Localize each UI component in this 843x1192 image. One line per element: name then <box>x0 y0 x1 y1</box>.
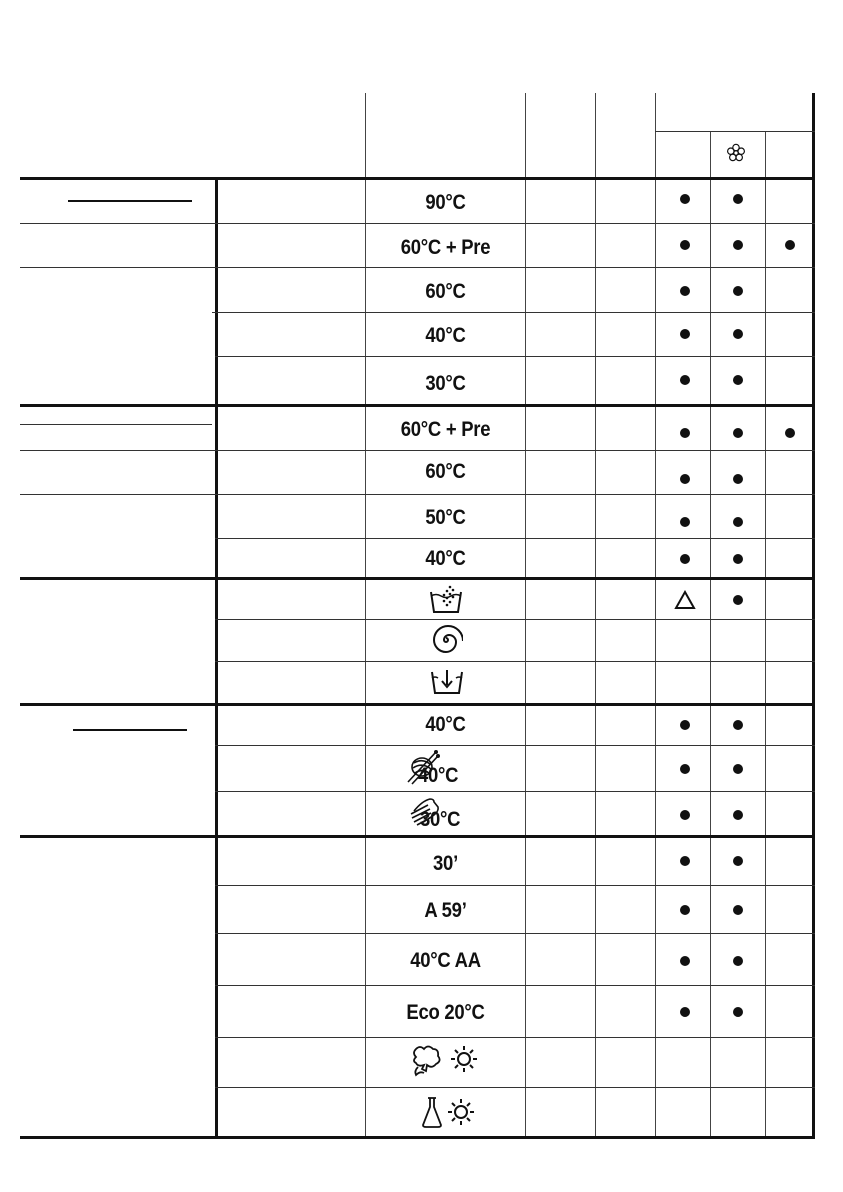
program-label: 90°C <box>425 191 466 214</box>
row-line <box>215 1087 815 1088</box>
dosage-dot <box>785 428 795 438</box>
row-line <box>215 1037 815 1038</box>
dosage-dot <box>733 956 743 966</box>
right-border <box>812 93 815 1138</box>
col-line-temp <box>365 93 366 1138</box>
group-sep-4 <box>20 835 815 838</box>
group-sep-1 <box>20 404 815 407</box>
dosage-dot <box>733 428 743 438</box>
dosage-dot <box>680 554 690 564</box>
handwash-icon <box>408 797 442 827</box>
dosage-dot <box>733 720 743 730</box>
dosage-dot <box>680 1007 690 1017</box>
dosage-dot <box>785 240 795 250</box>
row-line <box>20 494 815 495</box>
wool-icon <box>404 746 444 786</box>
dosage-dot <box>733 810 743 820</box>
row-line <box>215 885 815 886</box>
dosage-dot <box>680 375 690 385</box>
dosage-dot <box>733 286 743 296</box>
dosage-dot <box>733 194 743 204</box>
header-subline <box>655 131 815 132</box>
program-label: 40°C <box>425 713 466 736</box>
col-line-a <box>525 93 526 1138</box>
program-label: 40°C AA <box>410 949 481 972</box>
group-title-underline <box>73 729 187 731</box>
row-line <box>215 985 815 986</box>
row-line <box>215 791 815 792</box>
dosage-dot <box>680 329 690 339</box>
program-label: 30°C <box>425 372 466 395</box>
dosage-dot <box>680 474 690 484</box>
group-sep-2 <box>20 577 815 580</box>
program-label: 30°C <box>420 808 461 831</box>
dosage-dot <box>733 517 743 527</box>
row-line <box>215 661 815 662</box>
program-label: Eco 20°C <box>406 1001 485 1024</box>
col-line-e <box>765 131 766 1138</box>
group-sep-3 <box>20 703 815 706</box>
program-label: 40°C <box>425 324 466 347</box>
triangle-icon <box>674 590 696 610</box>
program-label: 30’ <box>433 852 458 875</box>
synthetic-dry-icon <box>420 1095 482 1131</box>
program-label: 60°C <box>425 460 466 483</box>
col-line-b <box>595 93 596 1138</box>
row-line <box>20 267 815 268</box>
dosage-dot <box>733 329 743 339</box>
program-label: 50°C <box>425 506 466 529</box>
col-line-label <box>215 180 218 1138</box>
program-label: 60°C + Pre <box>400 236 491 259</box>
row-line <box>215 356 815 357</box>
dosage-dot <box>680 428 690 438</box>
spin-icon <box>429 623 463 657</box>
flower-icon <box>726 143 746 163</box>
row-line <box>215 745 815 746</box>
dosage-dot <box>733 856 743 866</box>
dosage-dot <box>680 194 690 204</box>
dosage-dot <box>680 856 690 866</box>
dosage-dot <box>733 554 743 564</box>
dosage-dot <box>680 517 690 527</box>
dosage-dot <box>733 905 743 915</box>
dosage-dot <box>733 240 743 250</box>
dosage-dot <box>680 240 690 250</box>
col-line-c <box>655 93 656 1138</box>
dosage-dot <box>733 375 743 385</box>
group-title-underline <box>20 424 212 425</box>
dosage-dot <box>733 595 743 605</box>
dosage-dot <box>733 474 743 484</box>
dosage-dot <box>680 286 690 296</box>
dosage-dot <box>680 956 690 966</box>
dosage-dot <box>733 1007 743 1017</box>
rinse-icon <box>428 584 464 614</box>
row-line <box>215 538 815 539</box>
row-line <box>20 223 815 224</box>
row-line <box>215 933 815 934</box>
dosage-dot <box>680 810 690 820</box>
program-label: 40°C <box>418 764 459 787</box>
dosage-dot <box>680 764 690 774</box>
drain-icon <box>429 666 465 696</box>
row-line <box>215 619 815 620</box>
header-bottom <box>20 177 815 180</box>
program-label: 60°C + Pre <box>400 418 491 441</box>
program-label: 60°C <box>425 280 466 303</box>
row-line <box>20 450 815 451</box>
row-line <box>212 312 815 313</box>
program-label: 40°C <box>425 547 466 570</box>
group-title-underline <box>68 200 192 202</box>
cotton-dry-icon <box>410 1043 484 1079</box>
program-label: A 59’ <box>424 899 467 922</box>
dosage-dot <box>680 720 690 730</box>
table-bottom <box>20 1136 815 1139</box>
col-line-d <box>710 131 711 1138</box>
dosage-dot <box>680 905 690 915</box>
dosage-dot <box>733 764 743 774</box>
